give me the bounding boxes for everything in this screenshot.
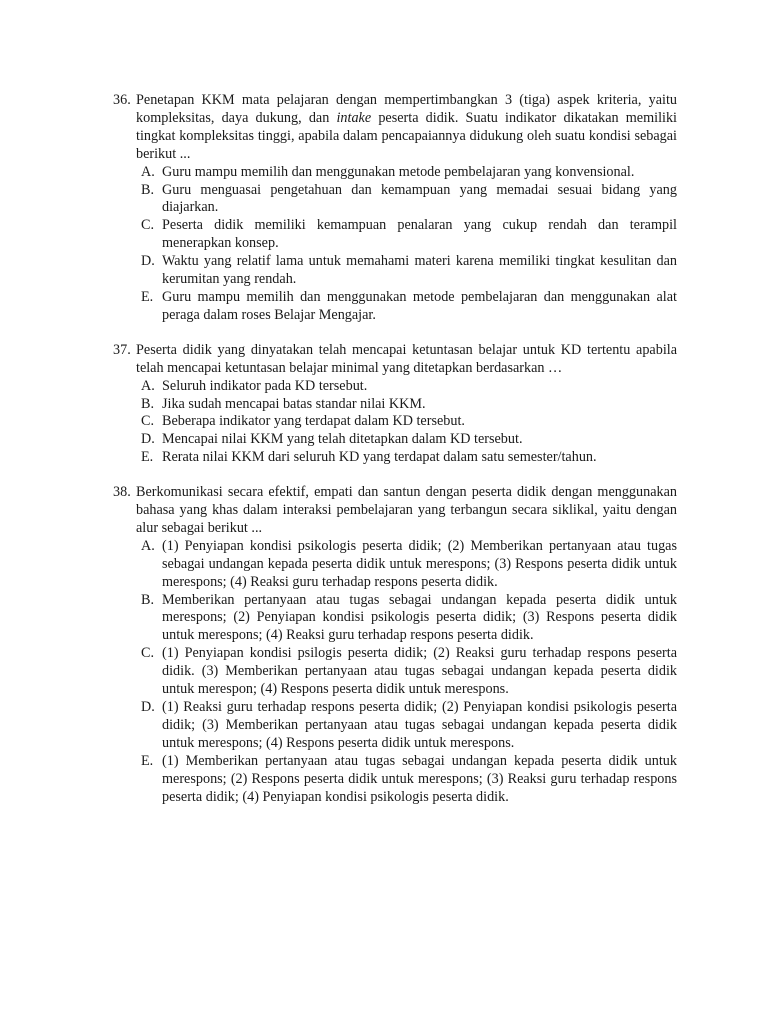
option-letter: E. bbox=[141, 288, 154, 305]
option-letter: D. bbox=[141, 253, 155, 270]
option-a bbox=[136, 378, 677, 396]
option-letter: C. bbox=[141, 645, 155, 662]
question-stem-part: Penetapan KKM mata pelajaran dengan mempertimbangkan 3 (tiga) aspek kriteria, yaitu kompleksitas, daya dukung, dan bbox=[136, 92, 677, 126]
option-list bbox=[136, 378, 677, 468]
question-page bbox=[113, 92, 677, 806]
option-text: Rerata nilai KKM dari seluruh KD yang terdapat dalam satu semester/tahun. bbox=[162, 449, 597, 466]
option-letter: E. bbox=[141, 752, 154, 769]
option-a bbox=[136, 164, 677, 182]
question-number: 37. bbox=[113, 341, 131, 358]
option-text: Guru mampu memilih dan menggunakan metode pembelajaran dan menggunakan alat peraga dalam roses Belajar Mengajar. bbox=[162, 288, 677, 323]
option-letter: A. bbox=[141, 163, 155, 180]
option-e bbox=[136, 449, 677, 467]
option-text: (1) Penyiapan kondisi psikologis peserta didik; (2) Memberikan pertanyaan atau tugas sebagai undangan kepada peserta didik untuk merespons; (3) Respons peserta didik untuk merespons; (4) Reaksi guru terhadap respons peserta didik. bbox=[162, 537, 677, 590]
question-stem: Berkomunikasi secara efektif, empati dan santun dengan peserta didik dengan menggunakan bahasa yang khas dalam interaksi pembelajaran yang terbangun secara siklikal, yaitu dengan alur sebagai berikut ... bbox=[136, 484, 677, 536]
option-e bbox=[136, 753, 677, 807]
option-text: Waktu yang relatif lama untuk memahami materi karena memiliki tingkat kesulitan dan kerumitan yang rendah. bbox=[162, 253, 677, 288]
option-d bbox=[136, 699, 677, 753]
option-d bbox=[136, 431, 677, 449]
option-text: Peserta didik memiliki kemampuan penalaran yang cukup rendah dan terampil menerapkan konsep. bbox=[162, 217, 677, 252]
option-text: (1) Memberikan pertanyaan atau tugas sebagai undangan kepada peserta didik untuk merespons; (2) Respons peserta didik untuk merespons; (3) Reaksi guru terhadap respons peserta didik; (4) Penyiapan kondisi psikologis peserta didik. bbox=[162, 752, 677, 805]
question-stem: Peserta didik yang dinyatakan telah mencapai ketuntasan belajar untuk KD tertentu apabila telah mencapai ketuntasan belajar minimal yang ditetapkan berdasarkan … bbox=[136, 341, 677, 376]
option-b bbox=[136, 182, 677, 218]
option-c bbox=[136, 645, 677, 699]
question-number: 36. bbox=[113, 92, 131, 108]
question-37 bbox=[113, 342, 677, 467]
option-letter: A. bbox=[141, 537, 155, 554]
question-number: 38. bbox=[113, 484, 131, 501]
option-text: Memberikan pertanyaan atau tugas sebagai undangan kepada peserta didik untuk merespons; (2) Penyiapan kondisi psikologis peserta didik; (3) Respons peserta didik untuk merespons; (4) Reaksi guru terhadap respons peserta didik. bbox=[162, 591, 677, 644]
option-letter: B. bbox=[141, 395, 155, 412]
option-letter: A. bbox=[141, 377, 155, 394]
option-a bbox=[136, 538, 677, 592]
question-36 bbox=[113, 92, 677, 325]
italic-term: intake bbox=[336, 109, 372, 126]
option-letter: C. bbox=[141, 413, 155, 430]
option-text: (1) Penyiapan kondisi psilogis peserta didik; (2) Reaksi guru terhadap respons peserta didik. (3) Memberikan pertanyaan atau tugas sebagai undangan kepada peserta didik untuk merespon; (4) Respons peserta didik untuk merespons. bbox=[162, 645, 677, 698]
option-letter: B. bbox=[141, 591, 155, 608]
option-text: Guru menguasai pengetahuan dan kemampuan yang memadai sesuai bidang yang diajarkan. bbox=[162, 181, 677, 216]
question-body bbox=[136, 92, 677, 325]
option-text: Beberapa indikator yang terdapat dalam KD tersebut. bbox=[162, 413, 465, 430]
option-list bbox=[136, 164, 677, 325]
option-letter: B. bbox=[141, 181, 155, 198]
option-b bbox=[136, 396, 677, 414]
option-text: Guru mampu memilih dan menggunakan metode pembelajaran yang konvensional. bbox=[162, 163, 635, 180]
option-letter: D. bbox=[141, 699, 155, 715]
option-e bbox=[136, 289, 677, 325]
option-list bbox=[136, 538, 677, 807]
option-text: Seluruh indikator pada KD tersebut. bbox=[162, 377, 368, 394]
question-body bbox=[136, 342, 677, 467]
option-b bbox=[136, 592, 677, 646]
option-text: Mencapai nilai KKM yang telah ditetapkan dalam KD tersebut. bbox=[162, 431, 523, 448]
question-body bbox=[136, 484, 677, 806]
question-38 bbox=[113, 484, 677, 806]
option-d bbox=[136, 253, 677, 289]
question-stem-part: peserta didik. Suatu indikator dikatakan memiliki tingkat kompleksitas tinggi, apabila dalam pencapaiannya didukung oleh suatu kondisi sebagai berikut ... bbox=[136, 109, 677, 162]
option-letter: E. bbox=[141, 449, 154, 466]
option-c bbox=[136, 217, 677, 253]
option-text: Jika sudah mencapai batas standar nilai KKM. bbox=[162, 395, 426, 412]
question-stem bbox=[136, 92, 677, 164]
option-text: (1) Reaksi guru terhadap respons peserta didik; (2) Penyiapan kondisi psikologis peserta didik; (3) Memberikan pertanyaan atau tugas sebagai undangan kepada peserta didik untuk merespons; (4) Respons peserta didik untuk merespons. bbox=[162, 699, 677, 751]
option-letter: D. bbox=[141, 431, 155, 448]
option-c bbox=[136, 413, 677, 431]
option-letter: C. bbox=[141, 217, 155, 234]
